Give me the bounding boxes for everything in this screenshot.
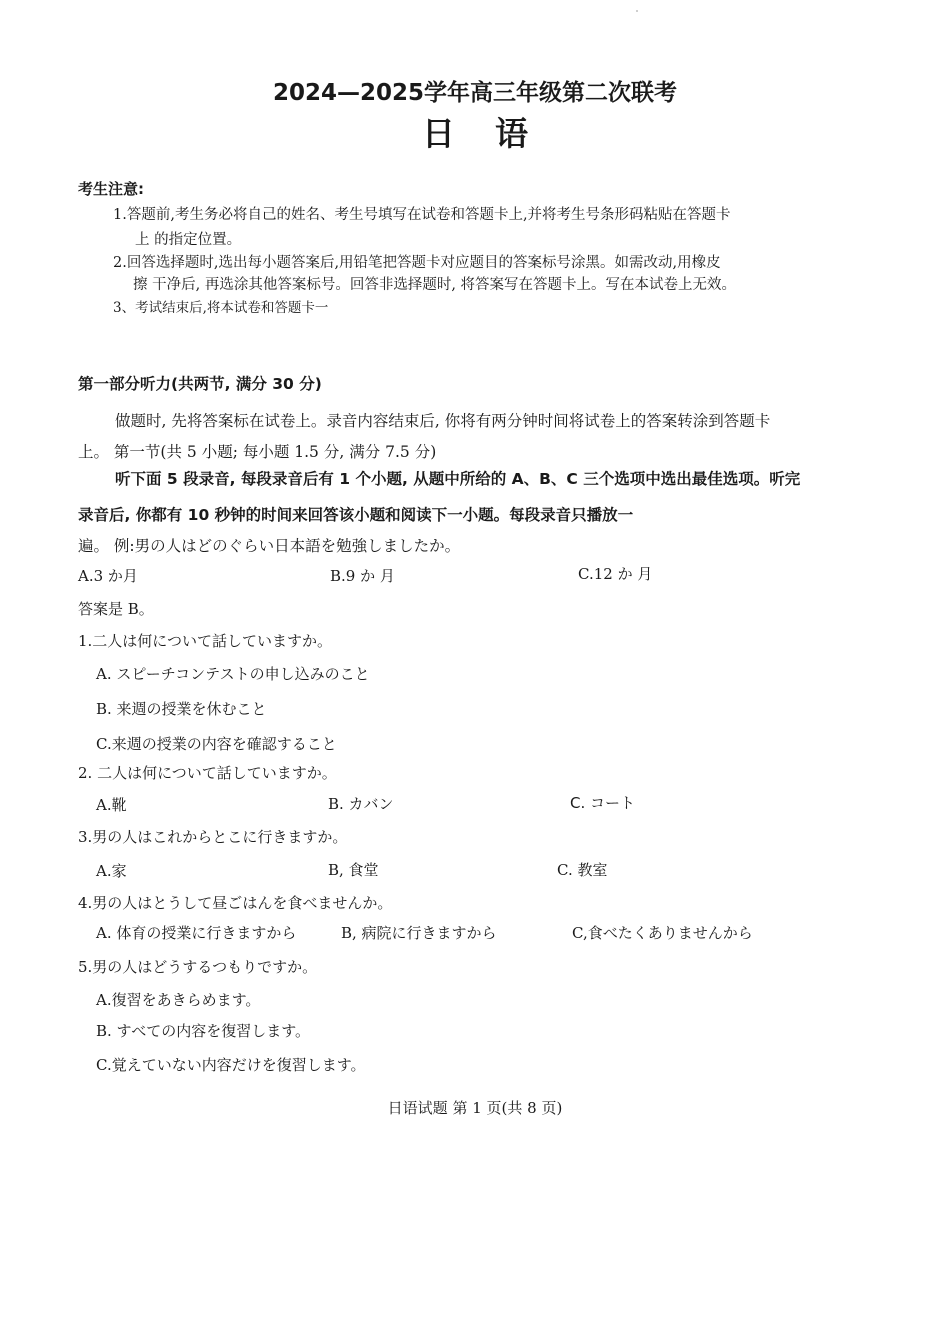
notice-item-3: 3、考试结束后,将本试卷和答题卡一 [113, 300, 329, 316]
part1-intro-line-2: 上。 第一节(共 5 小题; 每小题 1.5 分, 满分 7.5 分) [78, 443, 437, 461]
question-2: 2. 二人は何について話していますか。 [78, 764, 337, 782]
question-2-option-a: A.靴 [96, 796, 127, 814]
scan-speck [636, 10, 638, 12]
notice-item-2-line-1: 2.回答选择题时,选出每小题答案后,用铅笔把答题卡对应题目的答案标号涂黑。如需改动,用橡皮 [113, 255, 721, 271]
part1-intro-line-1: 做题时, 先将答案标在试卷上。录音内容结束后, 你将有两分钟时间将试卷上的答案转涂到答题卡 [115, 412, 771, 430]
question-3-option-b: B, 食堂 [328, 861, 379, 879]
part1-instruction-line-2: 录音后, 你都有 10 秒钟的时间来回答该小题和阅读下一小题。每段录音只播放一 [78, 506, 634, 524]
question-4-option-a: A. 体育の授業に行きますから [96, 924, 297, 942]
exam-title: 2024—2025学年高三年级第二次联考 [272, 80, 678, 106]
notice-item-1-line-1: 1.答题前,考生务必将自己的姓名、考生号填写在试卷和答题卡上,并将考生号条形码粘贴在答题卡 [113, 207, 731, 223]
question-5-option-b: B. すべての内容を復習します。 [96, 1022, 311, 1040]
question-1: 1.二人は何について話していますか。 [78, 632, 333, 650]
question-3-option-c: C. 教室 [557, 861, 608, 879]
notice-heading: 考生注意: [78, 180, 144, 198]
question-1-option-a: A. スピーチコンテストの申し込みのこと [96, 665, 370, 683]
question-2-option-c: C. コート [570, 794, 636, 812]
question-1-option-c: C.来週の授業の内容を確認すること [96, 735, 337, 753]
question-4-option-c: C,食べたくありませんから [572, 924, 753, 942]
part1-instruction-line-1: 听下面 5 段录音, 每段录音后有 1 个小题, 从题中所给的 A、B、C 三个选项中选出最佳选项。听完 [115, 470, 801, 488]
question-3: 3.男の人はこれからとこに行きますか。 [78, 828, 348, 846]
example-option-c: C.12 か 月 [578, 565, 653, 583]
question-4-option-b: B, 病院に行きますから [341, 924, 497, 942]
part1-heading: 第一部分听力(共两节, 满分 30 分) [78, 375, 322, 393]
notice-item-2-line-2: 擦 干净后, 再选涂其他答案标号。回答非选择题时, 将答案写在答题卡上。写在本试卷上无效。 [133, 277, 737, 293]
question-4: 4.男の人はとうして昼ごはんを食べませんか。 [78, 894, 393, 912]
example-answer: 答案是 B。 [78, 600, 154, 618]
question-3-option-a: A.家 [96, 862, 127, 880]
subject-title: 日语 [422, 114, 568, 153]
notice-item-1-line-2: 上 的指定位置。 [135, 232, 242, 248]
part1-instruction-line-3: 遍。 例:男の人はどのぐらい日本語を勉強しましたか。 [78, 537, 461, 555]
question-2-option-b: B. カバン [328, 795, 394, 813]
question-1-option-b: B. 来週の授業を休むこと [96, 700, 267, 718]
question-5: 5.男の人はどうするつもりですか。 [78, 958, 318, 976]
example-option-a: A.3 か月 [78, 567, 138, 585]
question-5-option-c: C.覚えていない内容だけを復習します。 [96, 1056, 366, 1074]
page-footer: 日语试题 第 1 页(共 8 页) [387, 1099, 563, 1117]
example-option-b: B.9 か 月 [330, 567, 395, 585]
question-5-option-a: A.復習をあきらめます。 [96, 991, 261, 1009]
